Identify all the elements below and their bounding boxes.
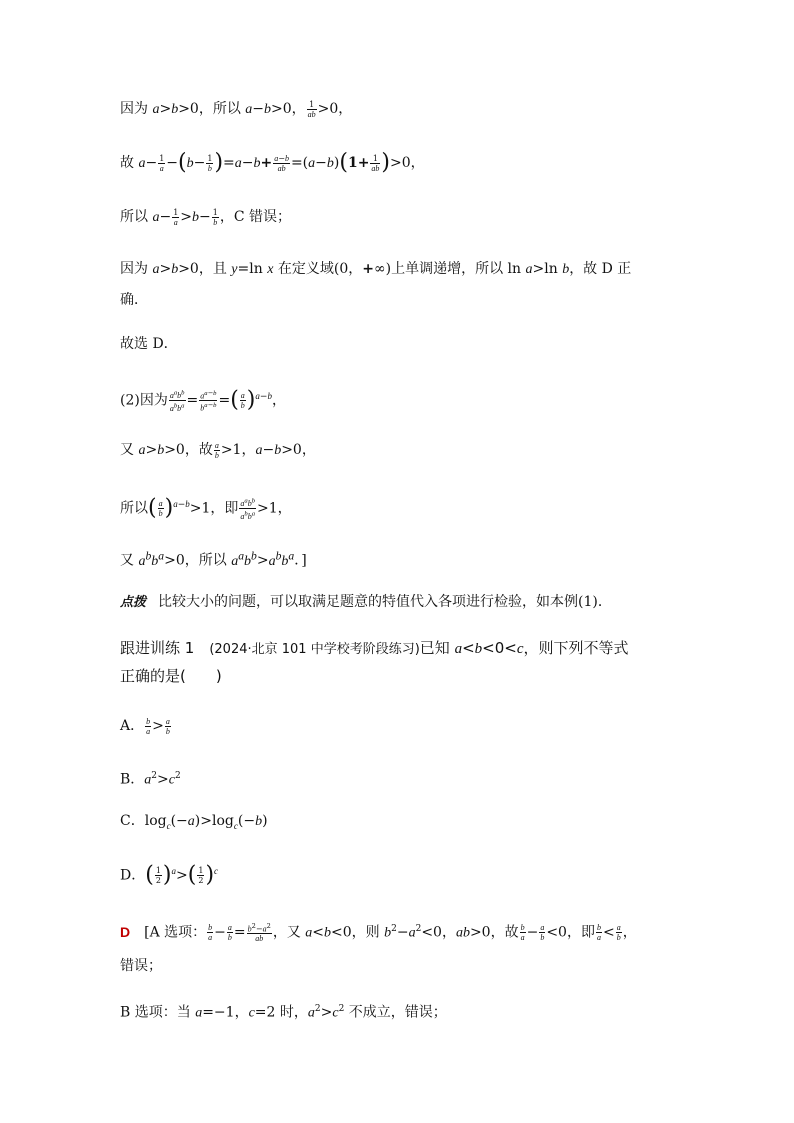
option-b: B．$a^2>c^2$ xyxy=(120,771,181,788)
answer-line-3: B 选项：当 a=−1，c=2 时，$a^2>c^2$ 不成立，错误； xyxy=(120,1004,447,1021)
solution-line-1: 因为 a>b>0，所以 a−b>0， $\frac{1}{ab}$ >0， xyxy=(120,99,353,119)
solution-line-2: 故 a− $\frac{1}{a}$ −(b− $\frac{1}{b}$ )=a−b+ $\frac{a-b}{ab}$ =(a−b)(1+ $\frac{1}{ab}$ )>0， xyxy=(120,150,425,175)
exercise-label: 跟进训练 1 xyxy=(120,639,195,657)
answer-line-2: 错误； xyxy=(120,958,162,974)
exercise-line-2 xyxy=(120,666,222,686)
tip-label: 点拨 xyxy=(120,595,147,610)
solution-line-8: 所以( $\frac{a}{b}$ )$^{a-b}$>1，即 $\frac{a^ab^b}{a^bb^a}$ >1， xyxy=(120,495,292,521)
answer-line-1: D [A 选项： $\frac{b}{a}$ − $\frac{a}{b}$ = $\frac{b^2-a^2}{ab}$ ，又 a<b<0，则 $b^2-a^2<0$，ab>0，故 $\frac{b}{a}$ − $\frac{a}{b}$ <0，即 $\frac{b}{a}$ < $\frac{a}{b}$ ， xyxy=(120,921,637,944)
tip-text: 比较大小的问题，可以取满足题意的特值代入各项进行检验，如本例(1)． xyxy=(158,594,612,610)
exercise-line-1: 跟进训练 1 (2024·北京 101 中学校考阶段练习)已知 a<b<0<c，则下列不等式 xyxy=(120,639,629,657)
solution-line-7: 又 a>b>0，故 $\frac{a}{b}$ >1，a−b>0， xyxy=(120,440,316,460)
solution-line-6: (2)因为 $\frac{a^ab^b}{a^bb^a}$ = $\frac{a^{a-b}}{b^{a-b}}$ =( $\frac{a}{b}$ )$^{a-b}$， xyxy=(120,387,286,413)
solution-line-4: 因为 a>b>0，且 y=ln x 在定义域(0，+∞)上单调递增，所以 ln a>ln b，故 D 正 xyxy=(120,261,632,277)
option-c: C．$\log_c(-a)>\log_c(-b)$ xyxy=(120,813,268,831)
solution-line-5: 故选 D． xyxy=(120,336,178,352)
solution-line-3: 所以 a− $\frac{1}{a}$ >b− $\frac{1}{b}$ ，C 错误； xyxy=(120,207,292,227)
exercise-source: (2024·北京 101 中学校考阶段练习) xyxy=(209,642,420,657)
option-d: D．( $\frac{1}{2}$ )$^a$>( $\frac{1}{2}$ )$^c$ xyxy=(120,862,219,888)
exercise-q2: 正确的是( ) xyxy=(120,667,222,685)
solution-line-4b: 确． xyxy=(120,292,148,308)
answer-letter: D xyxy=(120,923,131,940)
tip-line xyxy=(120,592,612,613)
option-a: A． $\frac{b}{a}$ > $\frac{a}{b}$ xyxy=(120,716,170,736)
solution-line-9: 又 $a^bb^a>0$，所以 $a^ab^b>a^bb^a$．] xyxy=(120,549,307,569)
